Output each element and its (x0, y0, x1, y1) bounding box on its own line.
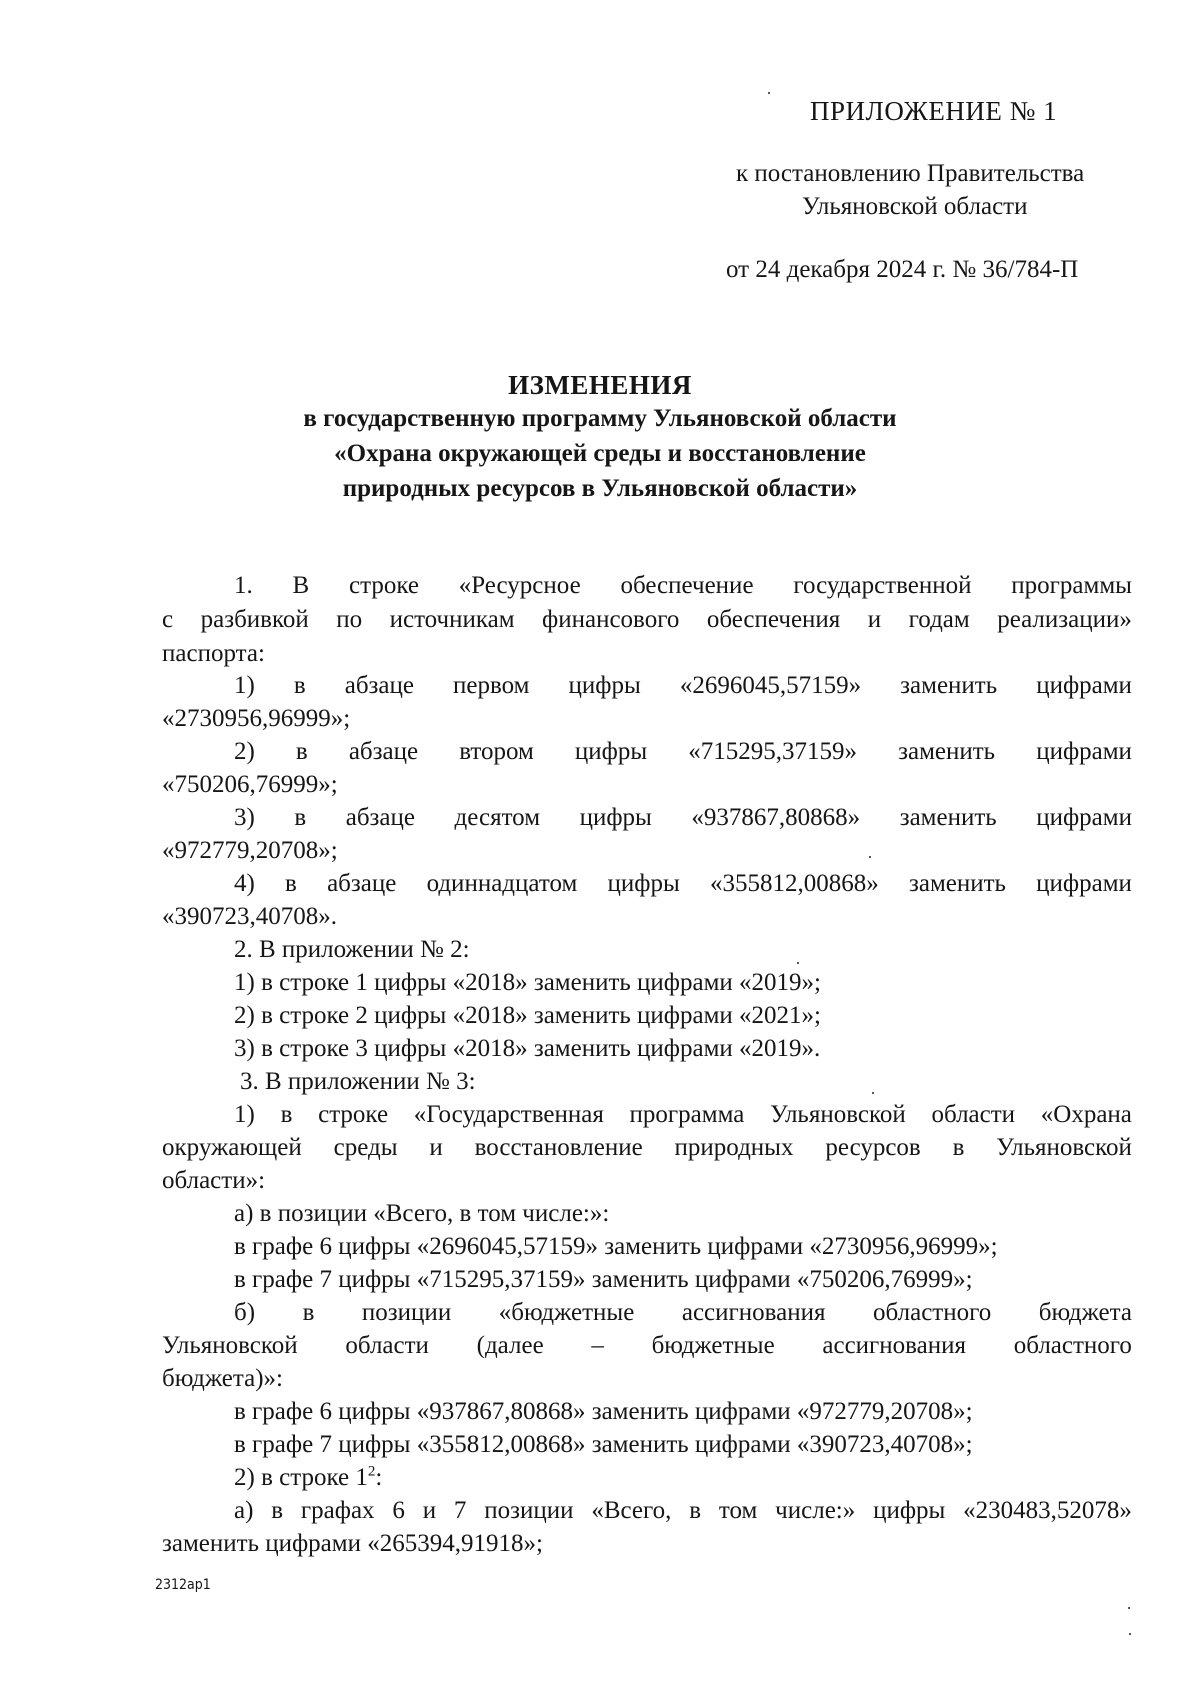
word: восстановление (474, 1134, 643, 1161)
scan-speck (1128, 1607, 1130, 1609)
word: абзаце (327, 870, 397, 897)
scan-speck (872, 1092, 874, 1094)
word: бюджетные (651, 1332, 775, 1359)
word: цифрами (1036, 804, 1132, 831)
word: обеспечения (706, 606, 841, 633)
word: б) (234, 1299, 256, 1326)
word: программа (629, 1101, 745, 1128)
paragraph-3-item-2 (234, 1464, 1132, 1492)
subitem-b-line2 (162, 1332, 1132, 1360)
word: бюджета (1038, 1299, 1132, 1326)
word: цифры (607, 870, 680, 897)
word: ресурсов (825, 1134, 921, 1161)
footer-document-code: 2312ap1 (155, 1577, 211, 1593)
subitem-b-column-7: в графе 7 цифры «355812,00868» заменить цифрами «390723,40708»; (234, 1431, 973, 1458)
item-2-line2: «750206,76999»; (162, 771, 338, 798)
word: цифры (873, 1497, 946, 1524)
paragraph-3-item-1-line2 (162, 1134, 1132, 1162)
word: области (931, 1101, 1016, 1128)
word: «Охрана (1040, 1101, 1132, 1128)
word: заменить (899, 804, 997, 831)
scan-speck (1129, 1633, 1131, 1635)
word: программы (1011, 572, 1132, 599)
word: цифрами (1036, 870, 1132, 897)
word: «Ресурсное (458, 572, 581, 599)
word: 6 (392, 1497, 405, 1524)
word: финансового (542, 606, 680, 633)
word: 1. (234, 572, 253, 599)
paragraph-3-item-1-line3: области»: (162, 1167, 266, 1194)
word: (далее (476, 1332, 544, 1359)
paragraph-2-item-3: 3) в строке 3 цифры «2018» заменить цифрами «2019». (234, 1035, 821, 1062)
word: среды (333, 1134, 398, 1161)
word: 4) (234, 870, 255, 897)
document-subtitle-line1: в государственную программу Ульяновской области (303, 405, 897, 432)
paragraph-2-item-2: 2) в строке 2 цифры «2018» заменить цифрами «2021»; (234, 1002, 821, 1029)
document-subtitle-line2: «Охрана окружающей среды и восстановление (334, 440, 866, 467)
item-4-line2: «390723,40708». (162, 903, 337, 930)
word: цифры (579, 804, 652, 831)
paragraph-3: 3. В приложении № 3: (240, 1068, 476, 1095)
word: ассигнования (822, 1332, 967, 1359)
word: источникам (389, 606, 515, 633)
scan-speck (797, 962, 799, 964)
subitem-a: а) в позиции «Всего, в том числе:»: (234, 1200, 610, 1227)
item-1-line1 (234, 672, 1132, 700)
word: Ульяновской (162, 1332, 298, 1359)
scan-speck (869, 856, 871, 858)
appendix-to-line1: к постановлению Правительства (736, 160, 1085, 187)
paragraph-1-line1 (234, 572, 1132, 600)
item-4-line1 (234, 870, 1132, 898)
word: Ульяновской (770, 1101, 906, 1128)
word: 1) (234, 1101, 255, 1128)
word: цифрами (1036, 738, 1132, 765)
word: абзаце (348, 738, 419, 765)
paragraph-2: 2. В приложении № 2: (234, 936, 470, 963)
word: в (952, 1134, 965, 1161)
word: том (718, 1497, 758, 1524)
word: 3) (234, 804, 255, 831)
item-1-line2: «2730956,96999»; (162, 705, 351, 732)
item-2-text: 2) в строке 1 (234, 1464, 368, 1491)
word: 2) (234, 738, 255, 765)
word: по (336, 606, 363, 633)
word: в (280, 1101, 293, 1128)
word: реализации» (997, 606, 1132, 633)
word: в (689, 1497, 702, 1524)
word: «Государственная (413, 1101, 604, 1128)
word: «Всего, (591, 1497, 672, 1524)
word: и (422, 1497, 437, 1524)
word: цифрами (1036, 672, 1132, 699)
item-2-line1 (234, 738, 1132, 766)
word: заменить (908, 870, 1006, 897)
subitem-a-column-7: в графе 7 цифры «715295,37159» заменить цифрами «750206,76999»; (234, 1266, 973, 1293)
word: «355812,00868» (710, 870, 879, 897)
subitem-b-line1 (234, 1299, 1132, 1327)
word: 1) (234, 672, 255, 699)
paragraph-1-line3: паспорта: (162, 640, 265, 667)
word: природных (674, 1134, 794, 1161)
word: графах (300, 1497, 375, 1524)
word: в (271, 1497, 284, 1524)
word: цифры (568, 672, 641, 699)
word: заменить (900, 672, 998, 699)
word: «937867,80868» (691, 804, 861, 831)
paragraph-3-item-2a-line2: заменить цифрами «265394,91918»; (162, 1530, 543, 1557)
word: абзаце (344, 672, 414, 699)
word: «бюджетные (498, 1299, 635, 1326)
subitem-a-column-6: в графе 6 цифры «2696045,57159» заменить цифрами «2730956,96999»; (234, 1233, 998, 1260)
word: «715295,37159» (688, 738, 858, 765)
subitem-b-line3: бюджета)»: (162, 1365, 283, 1392)
word: заменить (898, 738, 996, 765)
word: ассигнования (681, 1299, 826, 1326)
word: в (294, 804, 307, 831)
word: первом (453, 672, 530, 699)
paragraph-3-item-1-line1 (234, 1101, 1132, 1129)
word: цифры (574, 738, 648, 765)
word: государственной (793, 572, 972, 599)
word: в (285, 870, 297, 897)
word: Ульяновской (996, 1134, 1132, 1161)
document-subtitle-line3: природных ресурсов в Ульяновской области» (342, 475, 858, 502)
word: абзаце (345, 804, 415, 831)
word: десятом (454, 804, 541, 831)
word: окружающей (162, 1134, 302, 1161)
appendix-date-line: от 24 декабря 2024 г. № 36/784-П (726, 256, 1079, 283)
word: позиции (484, 1497, 574, 1524)
word: разбивкой (200, 606, 309, 633)
paragraph-2-item-1: 1) в строке 1 цифры «2018» заменить цифрами «2019»; (234, 969, 821, 996)
appendix-to-line2: Ульяновской области (802, 193, 1028, 220)
word: «2696045,57159» (679, 672, 862, 699)
word: втором (459, 738, 534, 765)
word: а) (234, 1497, 254, 1524)
word: одиннадцатом (426, 870, 578, 897)
word: В (292, 572, 310, 599)
word: – (591, 1332, 604, 1359)
item-3-line1 (234, 804, 1132, 832)
word: строке (349, 572, 419, 599)
appendix-title: ПРИЛОЖЕНИЕ № 1 (810, 96, 1058, 126)
word: в (293, 672, 306, 699)
paragraph-3-item-2a-line1 (234, 1497, 1132, 1525)
word: числе:» (775, 1497, 856, 1524)
word: в (295, 738, 308, 765)
document-title: ИЗМЕНЕНИЯ (508, 370, 692, 400)
word: «230483,52078» (963, 1497, 1132, 1524)
word: строке (318, 1101, 389, 1128)
word: области (345, 1332, 429, 1359)
paragraph-1-line2 (162, 606, 1132, 634)
scan-speck (768, 92, 770, 94)
word: и (429, 1134, 443, 1161)
word: областного (873, 1299, 992, 1326)
word: годам (908, 606, 970, 633)
word: с (162, 606, 174, 633)
word: областного (1013, 1332, 1132, 1359)
word: обеспечение (620, 572, 754, 599)
word: и (867, 606, 882, 633)
item-3-line2: «972779,20708»; (162, 837, 338, 864)
item-2-colon: : (375, 1464, 383, 1491)
item-2-superscript: 2 (367, 1463, 376, 1480)
word: 7 (453, 1497, 467, 1524)
word: позиции (361, 1299, 452, 1326)
word: в (302, 1299, 315, 1326)
subitem-b-column-6: в графе 6 цифры «937867,80868» заменить цифрами «972779,20708»; (234, 1398, 973, 1425)
